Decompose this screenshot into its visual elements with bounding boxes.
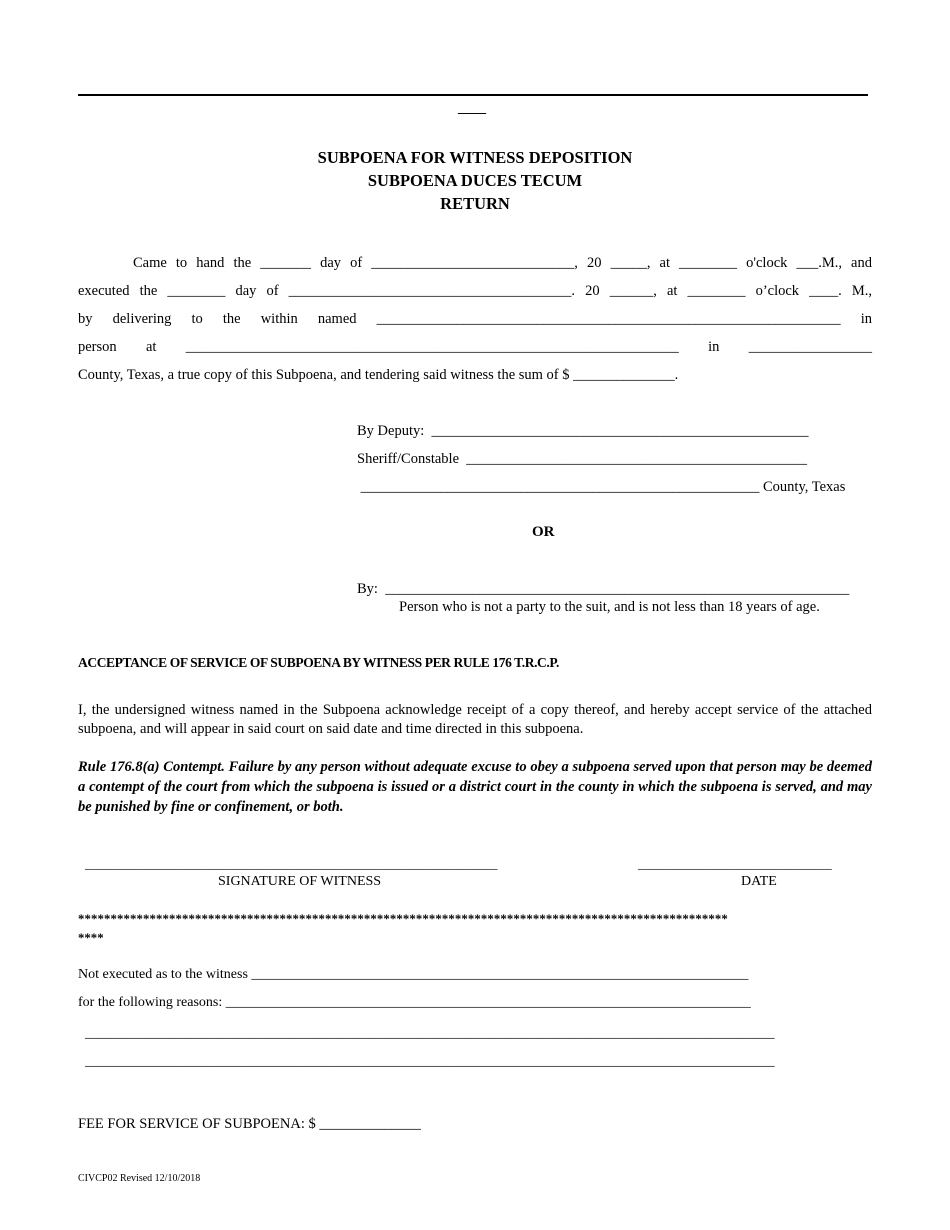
reasons-line: for the following reasons: ___________________________________________________________________________: [78, 995, 751, 1010]
reasons-blank-line-1: _______________________________________________________________________________________________________: [85, 1025, 775, 1040]
by-person-line: By: ________________________________________________________________: [357, 581, 850, 597]
contempt-rule: Rule 176.8(a) Contempt. Failure by any person without adequate excuse to obey a subpoena served upon that person may be deemed a contempt of the court from which the subpoena is issued or a district court in the county in which the subpoena is served, and may be punished by fine or confinement, or both.: [78, 759, 872, 815]
top-rule-tail: ____: [458, 101, 486, 116]
person-eligibility-note: Person who is not a party to the suit, and is not less than 18 years of age.: [399, 599, 820, 615]
asterisk-separator: ****************************************************************************************************: [78, 912, 728, 926]
return-line-5: County, Texas, a true copy of this Subpoena, and tendering said witness the sum of $ ______________.: [78, 367, 679, 383]
asterisk-separator-tail: ****: [78, 931, 104, 945]
signature-line: __________________________________________________________________: [85, 857, 498, 871]
county-texas-line: _______________________________________________________ County, Texas: [357, 479, 846, 495]
top-rule: [78, 94, 868, 96]
title-line-3: RETURN: [440, 194, 510, 213]
sheriff-constable-line: Sheriff/Constable _______________________________________________: [357, 451, 808, 467]
title-line-1: SUBPOENA FOR WITNESS DEPOSITION: [317, 148, 633, 167]
signature-label: SIGNATURE OF WITNESS: [218, 874, 382, 889]
return-line-1: Came to hand the _______ day of ____________________________, 20 _____, at ________ o'clock ___.M., and: [133, 255, 872, 271]
not-executed-line: Not executed as to the witness _______________________________________________________________________: [78, 967, 749, 982]
return-line-2: executed the ________ day of _______________________________________. 20 ______, at ________ o’clock ____. M.,: [78, 283, 872, 299]
return-line-4: person at ____________________________________________________________________ in _________________: [78, 339, 872, 355]
date-label: DATE: [741, 874, 777, 889]
or-label: OR: [532, 524, 555, 540]
date-line: _______________________________: [638, 857, 832, 871]
return-line-3: by delivering to the within named ________________________________________________________________ in: [78, 311, 872, 327]
reasons-blank-line-2: _______________________________________________________________________________________________________: [85, 1053, 775, 1068]
fee-line: FEE FOR SERVICE OF SUBPOENA: $ ______________: [78, 1116, 421, 1132]
title-line-2: SUBPOENA DUCES TECUM: [367, 171, 583, 190]
acceptance-body: I, the undersigned witness named in the Subpoena acknowledge receipt of a copy thereof, and hereby accept service of the attached subpoena, and will appear in said court on said date and time directed in this subpoena.: [78, 702, 872, 737]
by-deputy-line: By Deputy: ____________________________________________________: [357, 423, 809, 439]
form-revision-footer: CIVCP02 Revised 12/10/2018: [78, 1173, 201, 1184]
acceptance-heading: ACCEPTANCE OF SERVICE OF SUBPOENA BY WITNESS PER RULE 176 T.R.C.P.: [78, 655, 559, 670]
